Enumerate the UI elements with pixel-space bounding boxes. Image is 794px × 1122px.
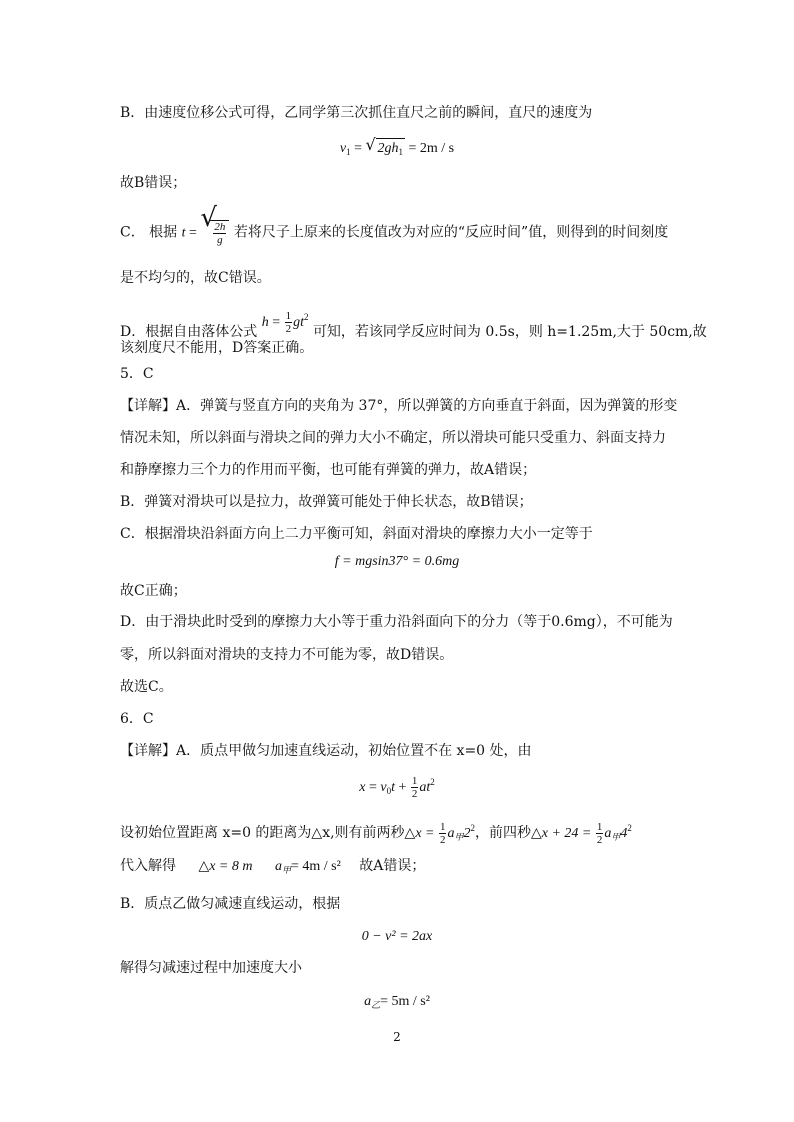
text-line: 零，所以斜面对滑块的支持力不可能为零，故D错误。: [120, 647, 454, 663]
text-line-d1: D．根据自由落体公式 h = $\frac{1}{2}$ $gt^2$ 可知，若该同学反应时间为 0.5s，则 h=1.25m,大于 50cm,故: [120, 310, 707, 340]
text-line-q6a2: 设初始位置距离 x=0 的距离为△x,则有前两秒△x = $\frac{1}{2}$ $a_甲2^2$，前四秒△x + 24 = $\frac{1}{2}$ $a_甲4^2$: [120, 821, 632, 847]
text-line: 【详解】A．弹簧与竖直方向的夹角为 37°，所以弹簧的方向垂直于斜面，因为弹簧的形变: [120, 398, 678, 414]
formula-x: $x = v_0t$ + $\frac{1}{2}$ $at^2$: [359, 775, 435, 801]
text-line: 故B错误；: [120, 175, 187, 191]
text-line: 是不均匀的，故C错误。: [120, 270, 271, 286]
text-line: 和静摩擦力三个力的作用而平衡，也可能有弹簧的弹力，故A错误；: [120, 462, 537, 478]
text-line: 【详解】A．质点甲做匀加速直线运动，初始位置不在 x=0 处，由: [120, 743, 532, 759]
text-line-q6a3: 代入解得 △x = 8 m $a_甲= 4m / s^2$ 故A错误；: [120, 858, 426, 875]
text-line: D．由于滑块此时受到的摩擦力大小等于重力沿斜面向下的分力（等于0.6mg），不可能为: [120, 614, 673, 630]
answer-number: 6．C: [120, 711, 154, 727]
formula-v1: $v_1$ = √ $2gh_1 = 2m / s$: [0, 138, 794, 162]
text-line: 故选C。: [120, 679, 173, 695]
text-line: 该刻度尺不能用，D答案正确。: [120, 340, 314, 356]
text-line: C．根据滑块沿斜面方向上二力平衡可知，斜面对滑块的摩擦力大小一定等于: [120, 526, 593, 542]
text-line: B．弹簧对滑块可以是拉力，故弹簧可能处于伸长状态，故B错误；: [120, 494, 533, 510]
page-number: 2: [393, 1030, 401, 1044]
formula-a-yi: $a_乙= 5m / s^2$: [364, 994, 430, 1010]
text-line: B．质点乙做匀减速直线运动，根据: [120, 896, 341, 912]
text-line-c1: C． 根据 t = √ $\frac{2h}{g}$ 若将尺子上原来的长度值改为对应的“反应时间”值，则得到的时间刻度: [120, 203, 669, 246]
text-line: 情况未知，所以斜面与滑块之间的弹力大小不确定，所以滑块可能只受重力、斜面支持力: [120, 430, 666, 446]
text-line: 解得匀减速过程中加速度大小: [120, 960, 302, 976]
formula-v2: 0 − v² = 2ax: [361, 929, 433, 944]
answer-number: 5．C: [120, 366, 154, 382]
formula-friction: f = mgsin37° = 0.6mg: [334, 554, 460, 569]
text-line: 故C正确；: [120, 583, 187, 599]
text-line: B．由速度位移公式可得，乙同学第三次抓住直尺之前的瞬间，直尺的速度为: [120, 105, 593, 121]
